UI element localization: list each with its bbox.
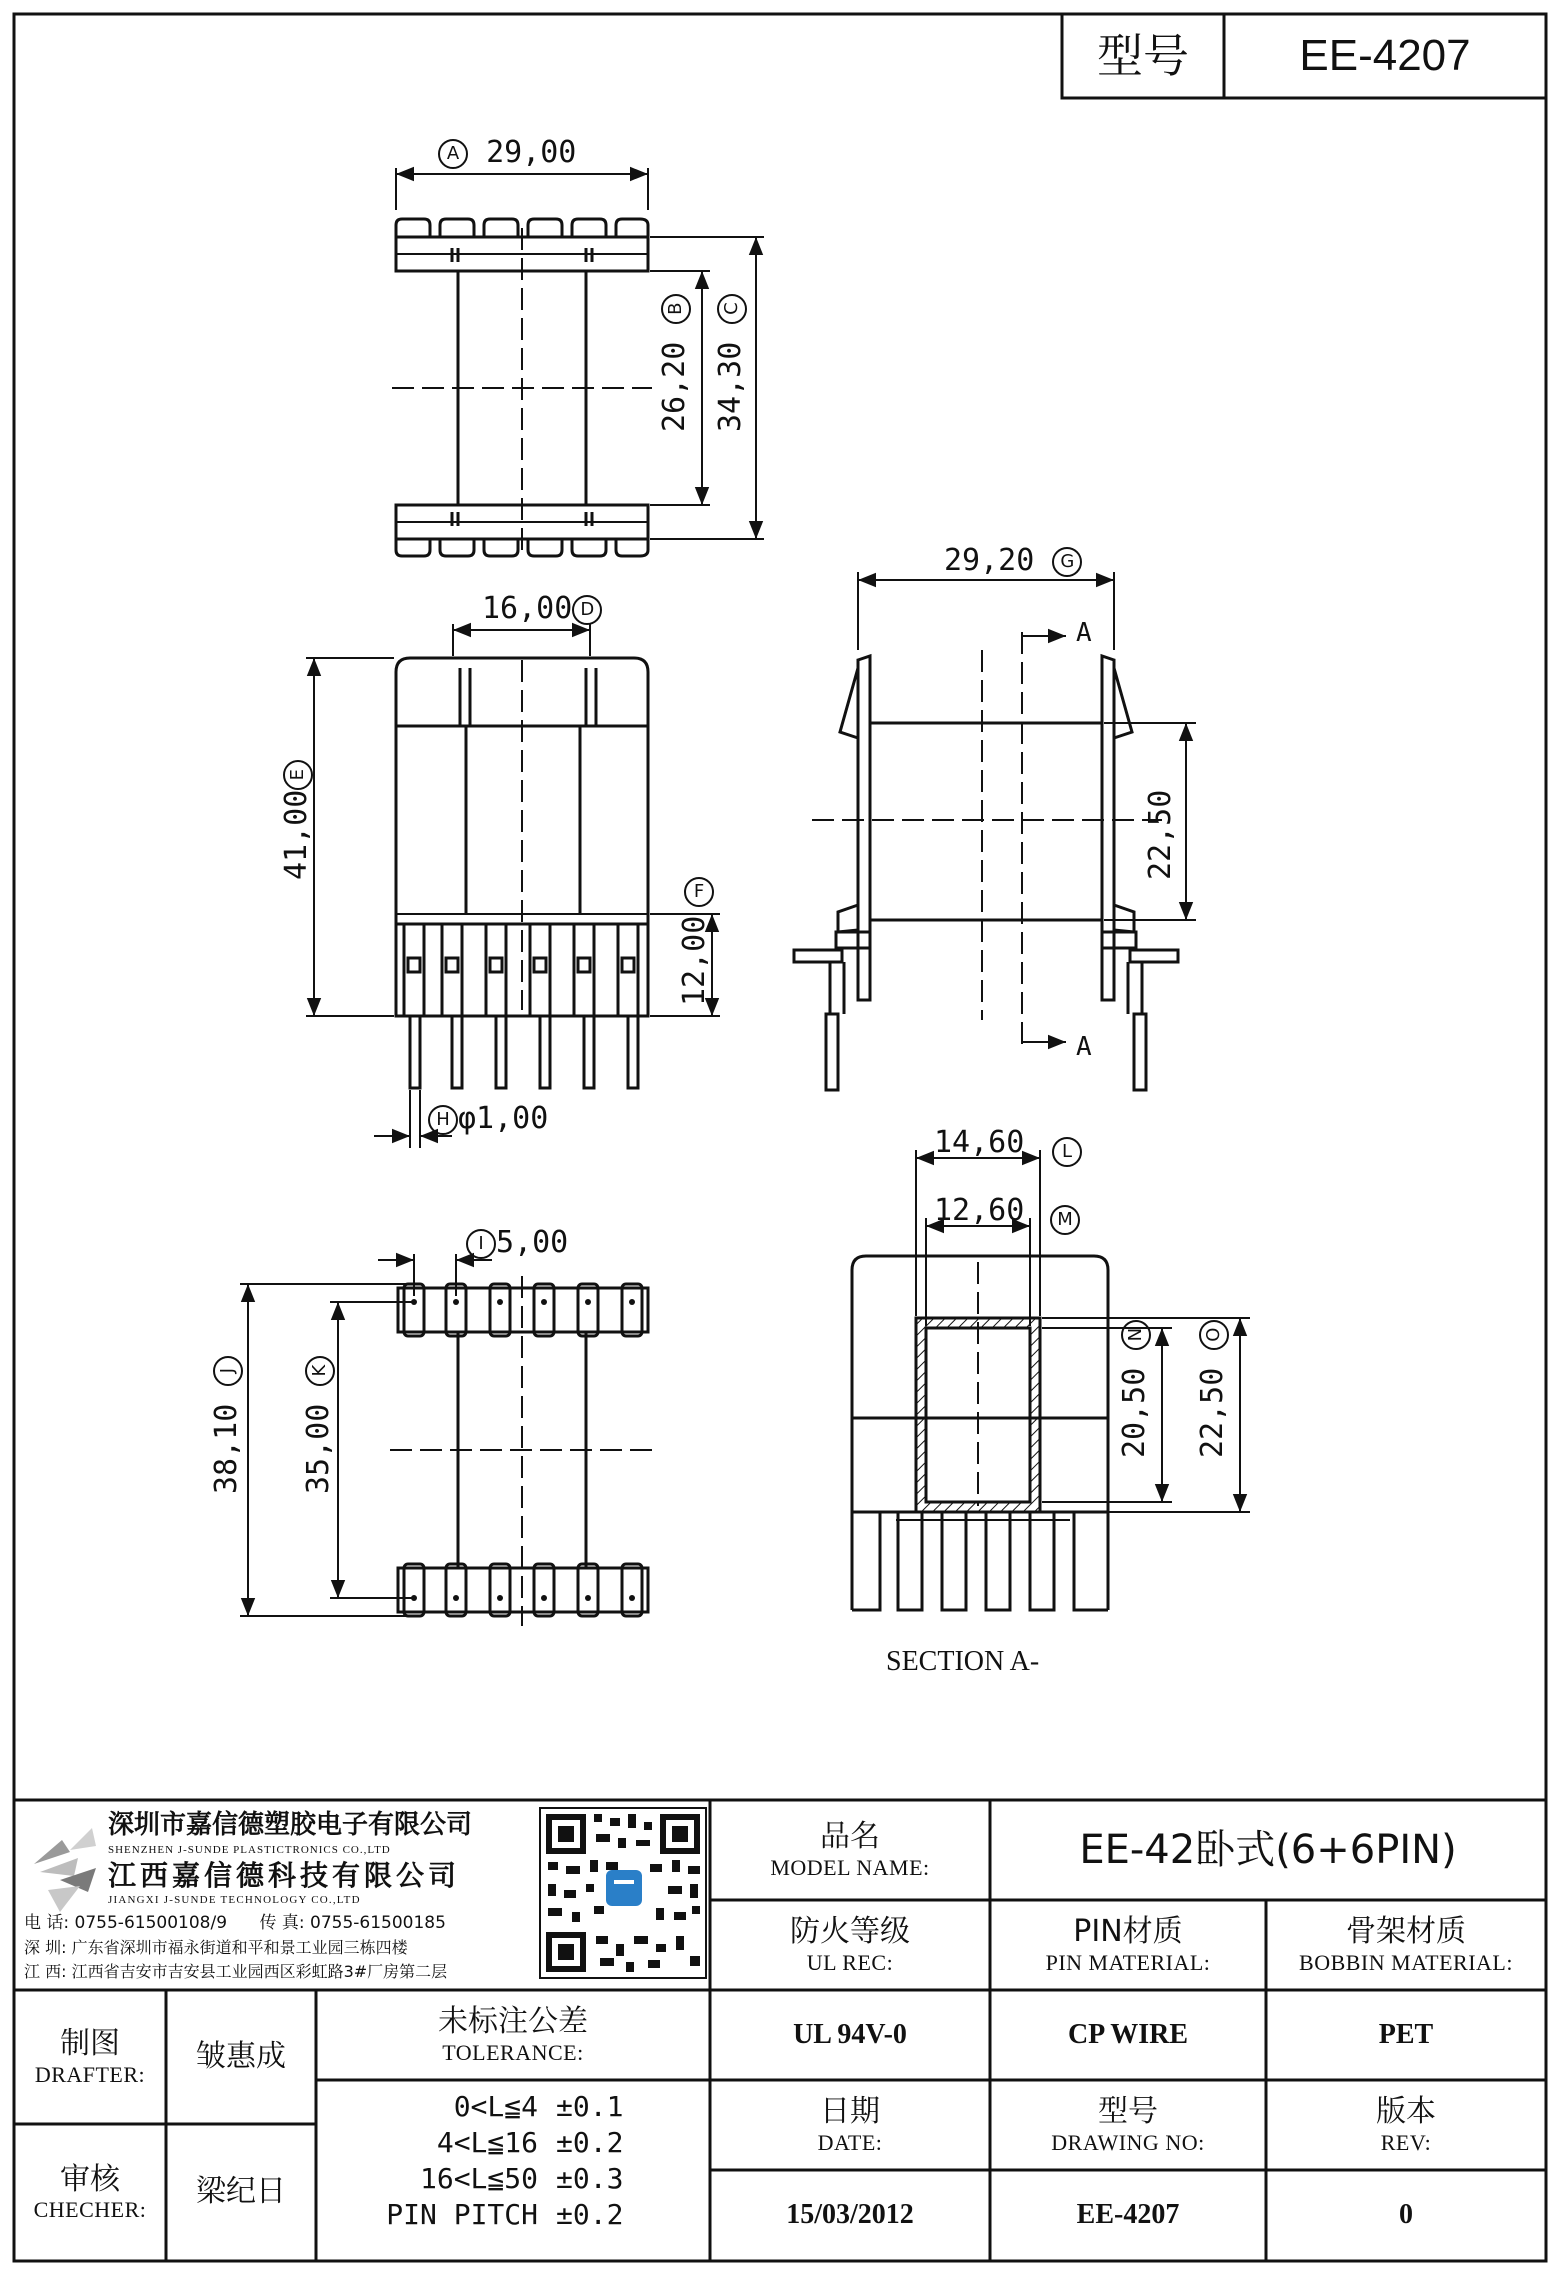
section-marker-bottom: A <box>1076 1032 1092 1062</box>
model-name-label: 品名 MODEL NAME: <box>770 1819 930 1880</box>
company-name-jx-en: JIANGXI J-SUNDE TECHNOLOGY CO.,LTD <box>108 1893 361 1906</box>
dim-m: 12,60 <box>934 1193 1025 1228</box>
company-phone-row: 电 话: 0755-61500108/9 传 真: 0755-61500185 <box>24 1913 446 1934</box>
bobbin-material-label: 骨架材质 BOBBIN MATERIAL: <box>1299 1914 1513 1975</box>
drawing-no-value: EE-4207 <box>1076 2199 1180 2231</box>
tolerance-value: ±0.1 <box>556 2090 624 2123</box>
qr-code-icon <box>540 1808 706 1978</box>
drafter-name: 皱惠成 <box>196 2038 286 2074</box>
dim-l: 14,60 <box>934 1125 1025 1160</box>
date-value: 15/03/2012 <box>786 2199 914 2231</box>
dim-i: I 5,00 <box>466 1228 568 1259</box>
section-caption: SECTION A- <box>886 1646 1040 1677</box>
dim-j: 38,10 J <box>212 1356 243 1494</box>
side-view-centerlines <box>812 632 1162 1044</box>
pin-material-label: PIN材质 PIN MATERIAL: <box>1045 1914 1211 1975</box>
dim-h: H φ1,00 <box>428 1104 548 1135</box>
dim-f: 12,00 <box>677 915 712 1006</box>
checker-label: 审核 CHECHER: <box>33 2161 147 2223</box>
rev-value: 0 <box>1399 2199 1413 2231</box>
rev-label: 版本 REV: <box>1376 2094 1436 2155</box>
drawing-no-label: 型号 DRAWING NO: <box>1051 2094 1205 2155</box>
dim-a: A 29,00 <box>438 138 576 169</box>
company-name-sz-en: SHENZHEN J-SUNDE PLASTICTRONICS CO.,LTD <box>108 1843 391 1856</box>
dim-o: 22,50 O <box>1198 1320 1229 1458</box>
tolerance-value: ±0.2 <box>556 2126 624 2159</box>
dim-k: 35,00 K <box>304 1356 335 1494</box>
company-logo-icon <box>34 1828 96 1912</box>
header-model-value: EE-4207 <box>1299 30 1471 80</box>
dim-c: 34,30 C <box>716 294 747 432</box>
dim-g: 29,20 G <box>944 546 1082 577</box>
company-jx-address: 江 西: 江西省吉安市吉安县工业园西区彩虹路3#厂房第二层 <box>24 1961 448 1981</box>
header-model-label: 型号 <box>1097 28 1189 83</box>
tolerance-label: 未标注公差 TOLERANCE: <box>438 2004 588 2065</box>
top-view-dims <box>396 168 764 539</box>
side-view <box>794 656 1178 1090</box>
dim-side-height: 22,50 <box>1143 789 1178 880</box>
tolerance-range: 4<L≦16 <box>436 2126 538 2159</box>
bobbin-material-value: PET <box>1378 2018 1434 2050</box>
ul-value: UL 94V-0 <box>793 2018 907 2050</box>
dim-e: 41,00E <box>282 760 313 880</box>
front-view-dims <box>306 624 720 1148</box>
company-name-sz: 深圳市嘉信德塑胶电子有限公司 <box>108 1810 473 1841</box>
dim-d: 16,00 D <box>482 594 602 625</box>
company-name-jx: 江西嘉信德科技有限公司 <box>108 1858 461 1892</box>
section-marker-top: A <box>1076 618 1092 648</box>
tolerance-value: ±0.2 <box>556 2198 624 2231</box>
dim-m-letter: M <box>1050 1204 1080 1235</box>
dim-b: 26,20 B <box>660 294 691 432</box>
checker-name: 梁纪日 <box>196 2174 286 2210</box>
model-name-value: EE-42卧式(6+6PIN) <box>1079 1827 1457 1873</box>
tolerance-range: 0<L≦4 <box>453 2090 538 2123</box>
bottom-view-centerlines <box>390 1276 656 1626</box>
tolerance-range: 16<L≦50 <box>419 2162 538 2195</box>
tolerance-range: PIN PITCH <box>386 2198 538 2231</box>
tolerance-value: ±0.3 <box>556 2162 624 2195</box>
section-centerlines <box>860 1262 1100 1506</box>
company-sz-address: 深 圳: 广东省深圳市福永街道和平和景工业园三栋四楼 <box>24 1937 408 1957</box>
section-view <box>852 1256 1108 1610</box>
pin-material-value: CP WIRE <box>1067 2018 1189 2050</box>
dim-l-letter: L <box>1052 1136 1082 1167</box>
bottom-view-dims <box>240 1254 492 1616</box>
ul-label: 防火等级 UL REC: <box>790 1914 910 1975</box>
drafter-label: 制图 DRAFTER: <box>34 2026 146 2087</box>
dim-f-letter: F <box>684 876 714 907</box>
dim-n: 20,50 N <box>1120 1320 1151 1458</box>
date-label: 日期 DATE: <box>817 2094 883 2155</box>
